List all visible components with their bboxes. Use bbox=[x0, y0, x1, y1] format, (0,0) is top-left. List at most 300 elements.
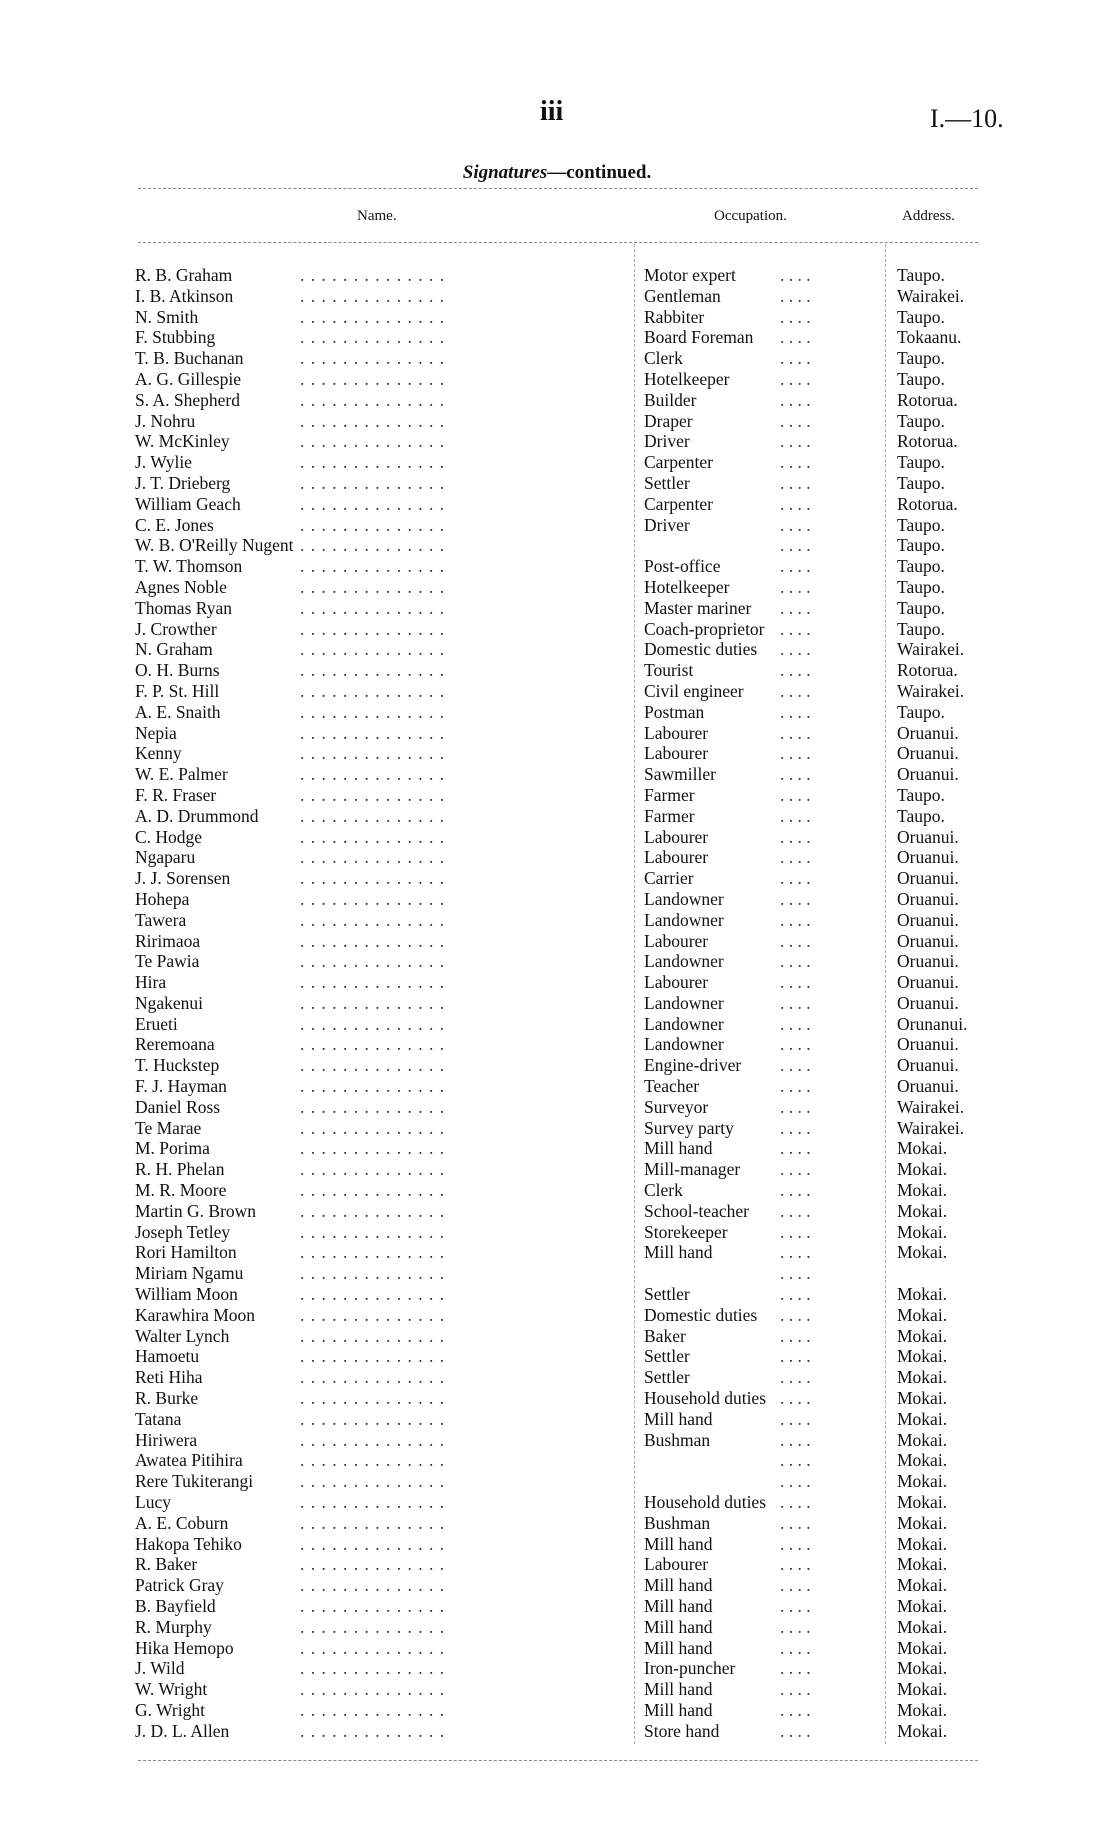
occupation: Builder bbox=[644, 389, 697, 410]
leader-dots: . . . . bbox=[780, 972, 811, 993]
occupation: Household duties bbox=[644, 1492, 767, 1513]
leader-dots: . . . . bbox=[780, 1596, 811, 1616]
leader-dots: . . . . . . . . . . . . . . bbox=[300, 431, 446, 452]
leader-dots: . . . . . . . . . . . . . . bbox=[300, 1221, 446, 1242]
address: Rotorua. bbox=[897, 431, 958, 452]
leader-dots: . . . . . . . . . . . . . . bbox=[300, 1034, 446, 1055]
signatory-name: Awatea Pitihira bbox=[135, 1450, 243, 1471]
leader-dots: . . . . bbox=[780, 1284, 811, 1305]
occupation: Rabbiter bbox=[644, 306, 705, 327]
leader-dots: . . . . . . . . . . . . . . bbox=[300, 597, 446, 618]
occupation: Settler bbox=[644, 1284, 690, 1305]
table-row bbox=[0, 286, 1114, 307]
leader-dots: . . . . bbox=[780, 576, 811, 597]
signatory-name: R. Burke bbox=[135, 1388, 199, 1409]
address: Taupo. bbox=[897, 265, 945, 285]
address: Taupo. bbox=[897, 701, 945, 722]
table-row bbox=[0, 390, 1114, 411]
table-row bbox=[0, 1679, 1114, 1700]
signatory-name: Tawera bbox=[135, 909, 187, 930]
leader-dots: . . . . bbox=[780, 1325, 811, 1346]
signatory-name: Nepia bbox=[135, 722, 177, 743]
leader-dots: . . . . . . . . . . . . . . bbox=[300, 784, 446, 805]
signatory-name: Ngaparu bbox=[135, 847, 196, 868]
table-row bbox=[0, 369, 1114, 390]
address: Mokai. bbox=[897, 1388, 948, 1409]
signatory-name: C. E. Jones bbox=[135, 514, 214, 535]
signatory-name: Rere Tukiterangi bbox=[135, 1471, 254, 1492]
occupation: Storekeeper bbox=[644, 1221, 728, 1242]
occupation: Post-office bbox=[644, 556, 721, 577]
address: Mokai. bbox=[897, 1554, 948, 1575]
address: Wairakei. bbox=[897, 1096, 965, 1117]
leader-dots: . . . . . . . . . . . . . . bbox=[300, 1117, 446, 1138]
leader-dots: . . . . bbox=[780, 1616, 811, 1637]
section-title bbox=[0, 162, 1114, 184]
leader-dots: . . . . . . . . . . . . . . bbox=[300, 951, 446, 972]
leader-dots: . . . . bbox=[780, 1554, 811, 1575]
address: Taupo. bbox=[897, 306, 945, 327]
leader-dots: . . . . . . . . . . . . . . bbox=[300, 1367, 446, 1388]
table-row bbox=[0, 1263, 1114, 1284]
occupation: Store hand bbox=[644, 1720, 720, 1741]
address: Mokai. bbox=[897, 1699, 948, 1720]
leader-dots: . . . . bbox=[780, 493, 811, 514]
signatory-name: F. Stubbing bbox=[135, 327, 216, 348]
occupation: Draper bbox=[644, 410, 693, 431]
occupation: Civil engineer bbox=[644, 680, 744, 701]
address: Mokai. bbox=[897, 1492, 948, 1513]
address: Mokai. bbox=[897, 1450, 948, 1471]
address: Oruanui. bbox=[897, 930, 959, 951]
leader-dots: . . . . . . . . . . . . . . bbox=[300, 1159, 446, 1180]
leader-dots: . . . . . . . . . . . . . . bbox=[300, 764, 446, 785]
leader-dots: . . . . bbox=[780, 784, 811, 805]
occupation: Engine-driver bbox=[644, 1055, 742, 1076]
signatory-name: Reremoana bbox=[135, 1034, 215, 1055]
occupation: Labourer bbox=[644, 826, 709, 847]
leader-dots: . . . . bbox=[780, 389, 811, 410]
leader-dots: . . . . . . . . . . . . . . bbox=[300, 826, 446, 847]
leader-dots: . . . . bbox=[780, 1304, 811, 1325]
address: Mokai. bbox=[897, 1471, 948, 1492]
occupation: Farmer bbox=[644, 805, 695, 826]
signatory-name: Agnes Noble bbox=[135, 576, 227, 597]
signatory-name: Rori Hamilton bbox=[135, 1242, 237, 1263]
occupation: Landowner bbox=[644, 888, 724, 909]
signatory-name: Te Marae bbox=[135, 1117, 202, 1138]
signatory-name: Hohepa bbox=[135, 888, 190, 909]
leader-dots: . . . . . . . . . . . . . . bbox=[300, 1616, 446, 1637]
table-row bbox=[0, 1471, 1114, 1492]
address: Mokai. bbox=[897, 1346, 948, 1367]
table-row bbox=[0, 1242, 1114, 1263]
leader-dots: . . . . bbox=[780, 1055, 811, 1076]
signatory-name: Hika Hemopo bbox=[135, 1637, 234, 1658]
signatory-name: J. Wild bbox=[135, 1658, 185, 1679]
leader-dots: . . . . bbox=[780, 868, 811, 889]
signatory-name: Daniel Ross bbox=[135, 1096, 221, 1117]
signatory-name: M. R. Moore bbox=[135, 1180, 227, 1201]
leader-dots: . . . . . . . . . . . . . . bbox=[300, 535, 446, 556]
leader-dots: . . . . bbox=[780, 1637, 811, 1658]
signatory-name: S. A. Shepherd bbox=[135, 389, 240, 410]
table-row bbox=[0, 1430, 1114, 1451]
occupation: Landowner bbox=[644, 909, 724, 930]
leader-dots: . . . . . . . . . . . . . . bbox=[300, 265, 446, 285]
address: Mokai. bbox=[897, 1200, 948, 1221]
top-rule bbox=[138, 188, 978, 189]
address: Oruanui. bbox=[897, 743, 959, 764]
leader-dots: . . . . bbox=[780, 847, 811, 868]
table-row bbox=[0, 1513, 1114, 1534]
occupation: Labourer bbox=[644, 1554, 709, 1575]
leader-dots: . . . . bbox=[780, 951, 811, 972]
table-row bbox=[0, 972, 1114, 993]
table-row bbox=[0, 1222, 1114, 1243]
occupation: Landowner bbox=[644, 1034, 724, 1055]
leader-dots: . . . . . . . . . . . . . . bbox=[300, 1013, 446, 1034]
leader-dots: . . . . bbox=[780, 764, 811, 785]
address: Wairakei. bbox=[897, 1117, 965, 1138]
address: Mokai. bbox=[897, 1180, 948, 1201]
signatory-name: F. P. St. Hill bbox=[135, 680, 220, 701]
signatory-name: A. D. Drummond bbox=[135, 805, 259, 826]
leader-dots: . . . . . . . . . . . . . . bbox=[300, 1076, 446, 1097]
leader-dots: . . . . bbox=[780, 722, 811, 743]
signatory-name: A. E. Coburn bbox=[135, 1512, 229, 1533]
table-row bbox=[0, 1534, 1114, 1555]
table-row bbox=[0, 1700, 1114, 1721]
leader-dots: . . . . . . . . . . . . . . bbox=[300, 556, 446, 577]
leader-dots: . . . . bbox=[780, 888, 811, 909]
leader-dots: . . . . bbox=[780, 1221, 811, 1242]
table-row bbox=[0, 1596, 1114, 1617]
leader-dots: . . . . bbox=[780, 1408, 811, 1429]
leader-dots: . . . . . . . . . . . . . . bbox=[300, 1284, 446, 1305]
occupation: Survey party bbox=[644, 1117, 734, 1138]
signatory-name: Lucy bbox=[135, 1492, 171, 1513]
occupation: Labourer bbox=[644, 722, 709, 743]
leader-dots: . . . . . . . . . . . . . . bbox=[300, 1096, 446, 1117]
table-row bbox=[0, 806, 1114, 827]
signatory-name: F. R. Fraser bbox=[135, 784, 217, 805]
address: Oruanui. bbox=[897, 992, 959, 1013]
section-title-italic: Signatures bbox=[462, 162, 548, 183]
leader-dots: . . . . bbox=[780, 1429, 811, 1450]
signatory-name: Te Pawia bbox=[135, 951, 200, 972]
address: Mokai. bbox=[897, 1533, 948, 1554]
page-number: iii bbox=[540, 96, 564, 127]
table-row bbox=[0, 1492, 1114, 1513]
signatory-name: T. W. Thomson bbox=[135, 556, 243, 577]
occupation: Carpenter bbox=[644, 452, 713, 473]
signatory-name: W. E. Palmer bbox=[135, 764, 228, 785]
table-row bbox=[0, 951, 1114, 972]
address: Taupo. bbox=[897, 452, 945, 473]
table-row bbox=[0, 494, 1114, 515]
leader-dots: . . . . . . . . . . . . . . bbox=[300, 327, 446, 348]
signatory-name: Thomas Ryan bbox=[135, 597, 232, 618]
leader-dots: . . . . bbox=[780, 701, 811, 722]
table-row bbox=[0, 1138, 1114, 1159]
occupation: Bushman bbox=[644, 1512, 711, 1533]
address: Taupo. bbox=[897, 556, 945, 577]
occupation: Driver bbox=[644, 514, 690, 535]
signatory-name: Tatana bbox=[135, 1408, 182, 1429]
occupation: Gentleman bbox=[644, 285, 721, 306]
address: Mokai. bbox=[897, 1616, 948, 1637]
leader-dots: . . . . . . . . . . . . . . bbox=[300, 1512, 446, 1533]
leader-dots: . . . . . . . . . . . . . . bbox=[300, 1720, 446, 1741]
occupation: Driver bbox=[644, 431, 690, 452]
leader-dots: . . . . bbox=[780, 1679, 811, 1700]
table-row bbox=[0, 910, 1114, 931]
leader-dots: . . . . bbox=[780, 472, 811, 493]
leader-dots: . . . . . . . . . . . . . . bbox=[300, 888, 446, 909]
table-row bbox=[0, 1554, 1114, 1575]
address: Mokai. bbox=[897, 1637, 948, 1658]
signatory-name: Hiriwera bbox=[135, 1429, 198, 1450]
table-row bbox=[0, 1450, 1114, 1471]
leader-dots: . . . . . . . . . . . . . . bbox=[300, 1200, 446, 1221]
signatory-name: J. Nohru bbox=[135, 410, 196, 431]
leader-dots: . . . . bbox=[780, 265, 811, 285]
signatory-name: Walter Lynch bbox=[135, 1325, 230, 1346]
leader-dots: . . . . . . . . . . . . . . bbox=[300, 1658, 446, 1679]
address: Rotorua. bbox=[897, 493, 958, 514]
signatory-name: Ririmaoa bbox=[135, 930, 201, 951]
leader-dots: . . . . bbox=[780, 909, 811, 930]
table-row bbox=[0, 1180, 1114, 1201]
address: Taupo. bbox=[897, 535, 945, 556]
address: Taupo. bbox=[897, 618, 945, 639]
address: Rotorua. bbox=[897, 660, 958, 681]
address: Oruanui. bbox=[897, 972, 959, 993]
address: Taupo. bbox=[897, 368, 945, 389]
table-row bbox=[0, 556, 1114, 577]
signatory-name: Joseph Tetley bbox=[135, 1221, 231, 1242]
signatory-name: R. Baker bbox=[135, 1554, 198, 1575]
leader-dots: . . . . . . . . . . . . . . bbox=[300, 1471, 446, 1492]
address: Mokai. bbox=[897, 1658, 948, 1679]
address: Mokai. bbox=[897, 1408, 948, 1429]
leader-dots: . . . . bbox=[780, 1034, 811, 1055]
leader-dots: . . . . . . . . . . . . . . bbox=[300, 1242, 446, 1263]
occupation: Mill hand bbox=[644, 1138, 713, 1159]
leader-dots: . . . . bbox=[780, 1492, 811, 1513]
column-header-name: Name. bbox=[357, 208, 397, 224]
signatory-name: Miriam Ngamu bbox=[135, 1263, 244, 1284]
address: Taupo. bbox=[897, 514, 945, 535]
document-code: I.—10. bbox=[930, 104, 1004, 133]
table-row bbox=[0, 993, 1114, 1014]
occupation: Teacher bbox=[644, 1076, 700, 1097]
leader-dots: . . . . bbox=[780, 1388, 811, 1409]
table-row bbox=[0, 1076, 1114, 1097]
table-row bbox=[0, 785, 1114, 806]
leader-dots: . . . . bbox=[780, 1720, 811, 1741]
leader-dots: . . . . . . . . . . . . . . bbox=[300, 701, 446, 722]
address: Taupo. bbox=[897, 410, 945, 431]
address: Taupo. bbox=[897, 348, 945, 369]
leader-dots: . . . . bbox=[780, 1346, 811, 1367]
leader-dots: . . . . bbox=[780, 1471, 811, 1492]
leader-dots: . . . . bbox=[780, 618, 811, 639]
table-row bbox=[0, 1388, 1114, 1409]
leader-dots: . . . . . . . . . . . . . . bbox=[300, 1138, 446, 1159]
leader-dots: . . . . . . . . . . . . . . bbox=[300, 493, 446, 514]
table-row bbox=[0, 827, 1114, 848]
leader-dots: . . . . bbox=[780, 368, 811, 389]
leader-dots: . . . . . . . . . . . . . . bbox=[300, 1263, 446, 1284]
address: Mokai. bbox=[897, 1367, 948, 1388]
signatory-name: O. H. Burns bbox=[135, 660, 220, 681]
address: Oruanui. bbox=[897, 951, 959, 972]
signatory-name: B. Bayfield bbox=[135, 1596, 216, 1616]
table-row bbox=[0, 577, 1114, 598]
leader-dots: . . . . . . . . . . . . . . bbox=[300, 1388, 446, 1409]
occupation: Board Foreman bbox=[644, 327, 754, 348]
table-row bbox=[0, 411, 1114, 432]
table-row bbox=[0, 1305, 1114, 1326]
bottom-rule bbox=[138, 1760, 978, 1761]
leader-dots: . . . . . . . . . . . . . . bbox=[300, 618, 446, 639]
leader-dots: . . . . . . . . . . . . . . bbox=[300, 368, 446, 389]
address: Mokai. bbox=[897, 1138, 948, 1159]
address: Orunanui. bbox=[897, 1013, 968, 1034]
table-row bbox=[0, 619, 1114, 640]
leader-dots: . . . . . . . . . . . . . . bbox=[300, 348, 446, 369]
signatory-name: W. McKinley bbox=[135, 431, 230, 452]
leader-dots: . . . . bbox=[780, 1533, 811, 1554]
address: Mokai. bbox=[897, 1284, 948, 1305]
leader-dots: . . . . bbox=[780, 1138, 811, 1159]
signatory-name: J. J. Sorensen bbox=[135, 868, 231, 889]
leader-dots: . . . . bbox=[780, 431, 811, 452]
table-row bbox=[0, 1118, 1114, 1139]
address: Taupo. bbox=[897, 472, 945, 493]
occupation: Iron-puncher bbox=[644, 1658, 736, 1679]
occupation: Clerk bbox=[644, 348, 683, 369]
leader-dots: . . . . . . . . . . . . . . bbox=[300, 972, 446, 993]
table-row bbox=[0, 452, 1114, 473]
occupation: Domestic duties bbox=[644, 639, 758, 660]
section-title-rest: —continued. bbox=[547, 162, 652, 183]
address: Tokaanu. bbox=[897, 327, 962, 348]
table-row bbox=[0, 847, 1114, 868]
leader-dots: . . . . . . . . . . . . . . bbox=[300, 680, 446, 701]
signatory-name: Hamoetu bbox=[135, 1346, 200, 1367]
occupation: Labourer bbox=[644, 743, 709, 764]
occupation: Labourer bbox=[644, 972, 709, 993]
leader-dots: . . . . bbox=[780, 535, 811, 556]
signatory-name: A. G. Gillespie bbox=[135, 368, 241, 389]
table-row bbox=[0, 1284, 1114, 1305]
table-row bbox=[0, 931, 1114, 952]
table-row bbox=[0, 743, 1114, 764]
leader-dots: . . . . . . . . . . . . . . bbox=[300, 1492, 446, 1513]
occupation: Hotelkeeper bbox=[644, 576, 730, 597]
table-row bbox=[0, 431, 1114, 452]
occupation: Mill hand bbox=[644, 1408, 713, 1429]
leader-dots: . . . . . . . . . . . . . . bbox=[300, 1408, 446, 1429]
leader-dots: . . . . bbox=[780, 826, 811, 847]
occupation: Landowner bbox=[644, 1013, 724, 1034]
leader-dots: . . . . . . . . . . . . . . bbox=[300, 1346, 446, 1367]
address: Mokai. bbox=[897, 1325, 948, 1346]
address: Mokai. bbox=[897, 1596, 948, 1616]
leader-dots: . . . . . . . . . . . . . . bbox=[300, 452, 446, 473]
leader-dots: . . . . bbox=[780, 1263, 811, 1284]
table-row bbox=[0, 265, 1114, 286]
signatory-name: W. Wright bbox=[135, 1679, 208, 1700]
leader-dots: . . . . bbox=[780, 452, 811, 473]
table-row bbox=[0, 1034, 1114, 1055]
table-row bbox=[0, 1326, 1114, 1347]
signatory-name: J. D. L. Allen bbox=[135, 1720, 230, 1741]
occupation: Labourer bbox=[644, 847, 709, 868]
leader-dots: . . . . bbox=[780, 992, 811, 1013]
leader-dots: . . . . . . . . . . . . . . bbox=[300, 1533, 446, 1554]
signatory-name: Reti Hiha bbox=[135, 1367, 203, 1388]
address: Wairakei. bbox=[897, 680, 965, 701]
occupation: Domestic duties bbox=[644, 1304, 758, 1325]
leader-dots: . . . . . . . . . . . . . . bbox=[300, 847, 446, 868]
address: Taupo. bbox=[897, 597, 945, 618]
table-row bbox=[0, 1014, 1114, 1035]
leader-dots: . . . . bbox=[780, 306, 811, 327]
table-row bbox=[0, 473, 1114, 494]
table-row bbox=[0, 660, 1114, 681]
table-row bbox=[0, 515, 1114, 536]
address: Oruanui. bbox=[897, 764, 959, 785]
address: Mokai. bbox=[897, 1575, 948, 1596]
occupation: Postman bbox=[644, 701, 705, 722]
occupation: Mill hand bbox=[644, 1596, 713, 1616]
leader-dots: . . . . bbox=[780, 1096, 811, 1117]
leader-dots: . . . . . . . . . . . . . . bbox=[300, 1325, 446, 1346]
table-row bbox=[0, 889, 1114, 910]
signatory-name: N. Smith bbox=[135, 306, 199, 327]
address: Oruanui. bbox=[897, 888, 959, 909]
occupation: Mill hand bbox=[644, 1679, 713, 1700]
signatory-name: R. Murphy bbox=[135, 1616, 212, 1637]
table-row bbox=[0, 307, 1114, 328]
leader-dots: . . . . bbox=[780, 597, 811, 618]
leader-dots: . . . . . . . . . . . . . . bbox=[300, 410, 446, 431]
table-row bbox=[0, 639, 1114, 660]
leader-dots: . . . . . . . . . . . . . . bbox=[300, 1699, 446, 1720]
occupation: Farmer bbox=[644, 784, 695, 805]
signatory-name: Erueti bbox=[135, 1013, 178, 1034]
table-row bbox=[0, 764, 1114, 785]
leader-dots: . . . . bbox=[780, 1575, 811, 1596]
occupation: Settler bbox=[644, 1367, 690, 1388]
occupation: Household duties bbox=[644, 1388, 767, 1409]
address: Mokai. bbox=[897, 1304, 948, 1325]
leader-dots: . . . . . . . . . . . . . . bbox=[300, 722, 446, 743]
table-row bbox=[0, 1201, 1114, 1222]
occupation: Settler bbox=[644, 1346, 690, 1367]
leader-dots: . . . . bbox=[780, 1200, 811, 1221]
address: Taupo. bbox=[897, 576, 945, 597]
address: Oruanui. bbox=[897, 1076, 959, 1097]
signatory-name: T. B. Buchanan bbox=[135, 348, 244, 369]
signatory-name: Kenny bbox=[135, 743, 182, 764]
leader-dots: . . . . . . . . . . . . . . bbox=[300, 909, 446, 930]
leader-dots: . . . . . . . . . . . . . . bbox=[300, 389, 446, 410]
